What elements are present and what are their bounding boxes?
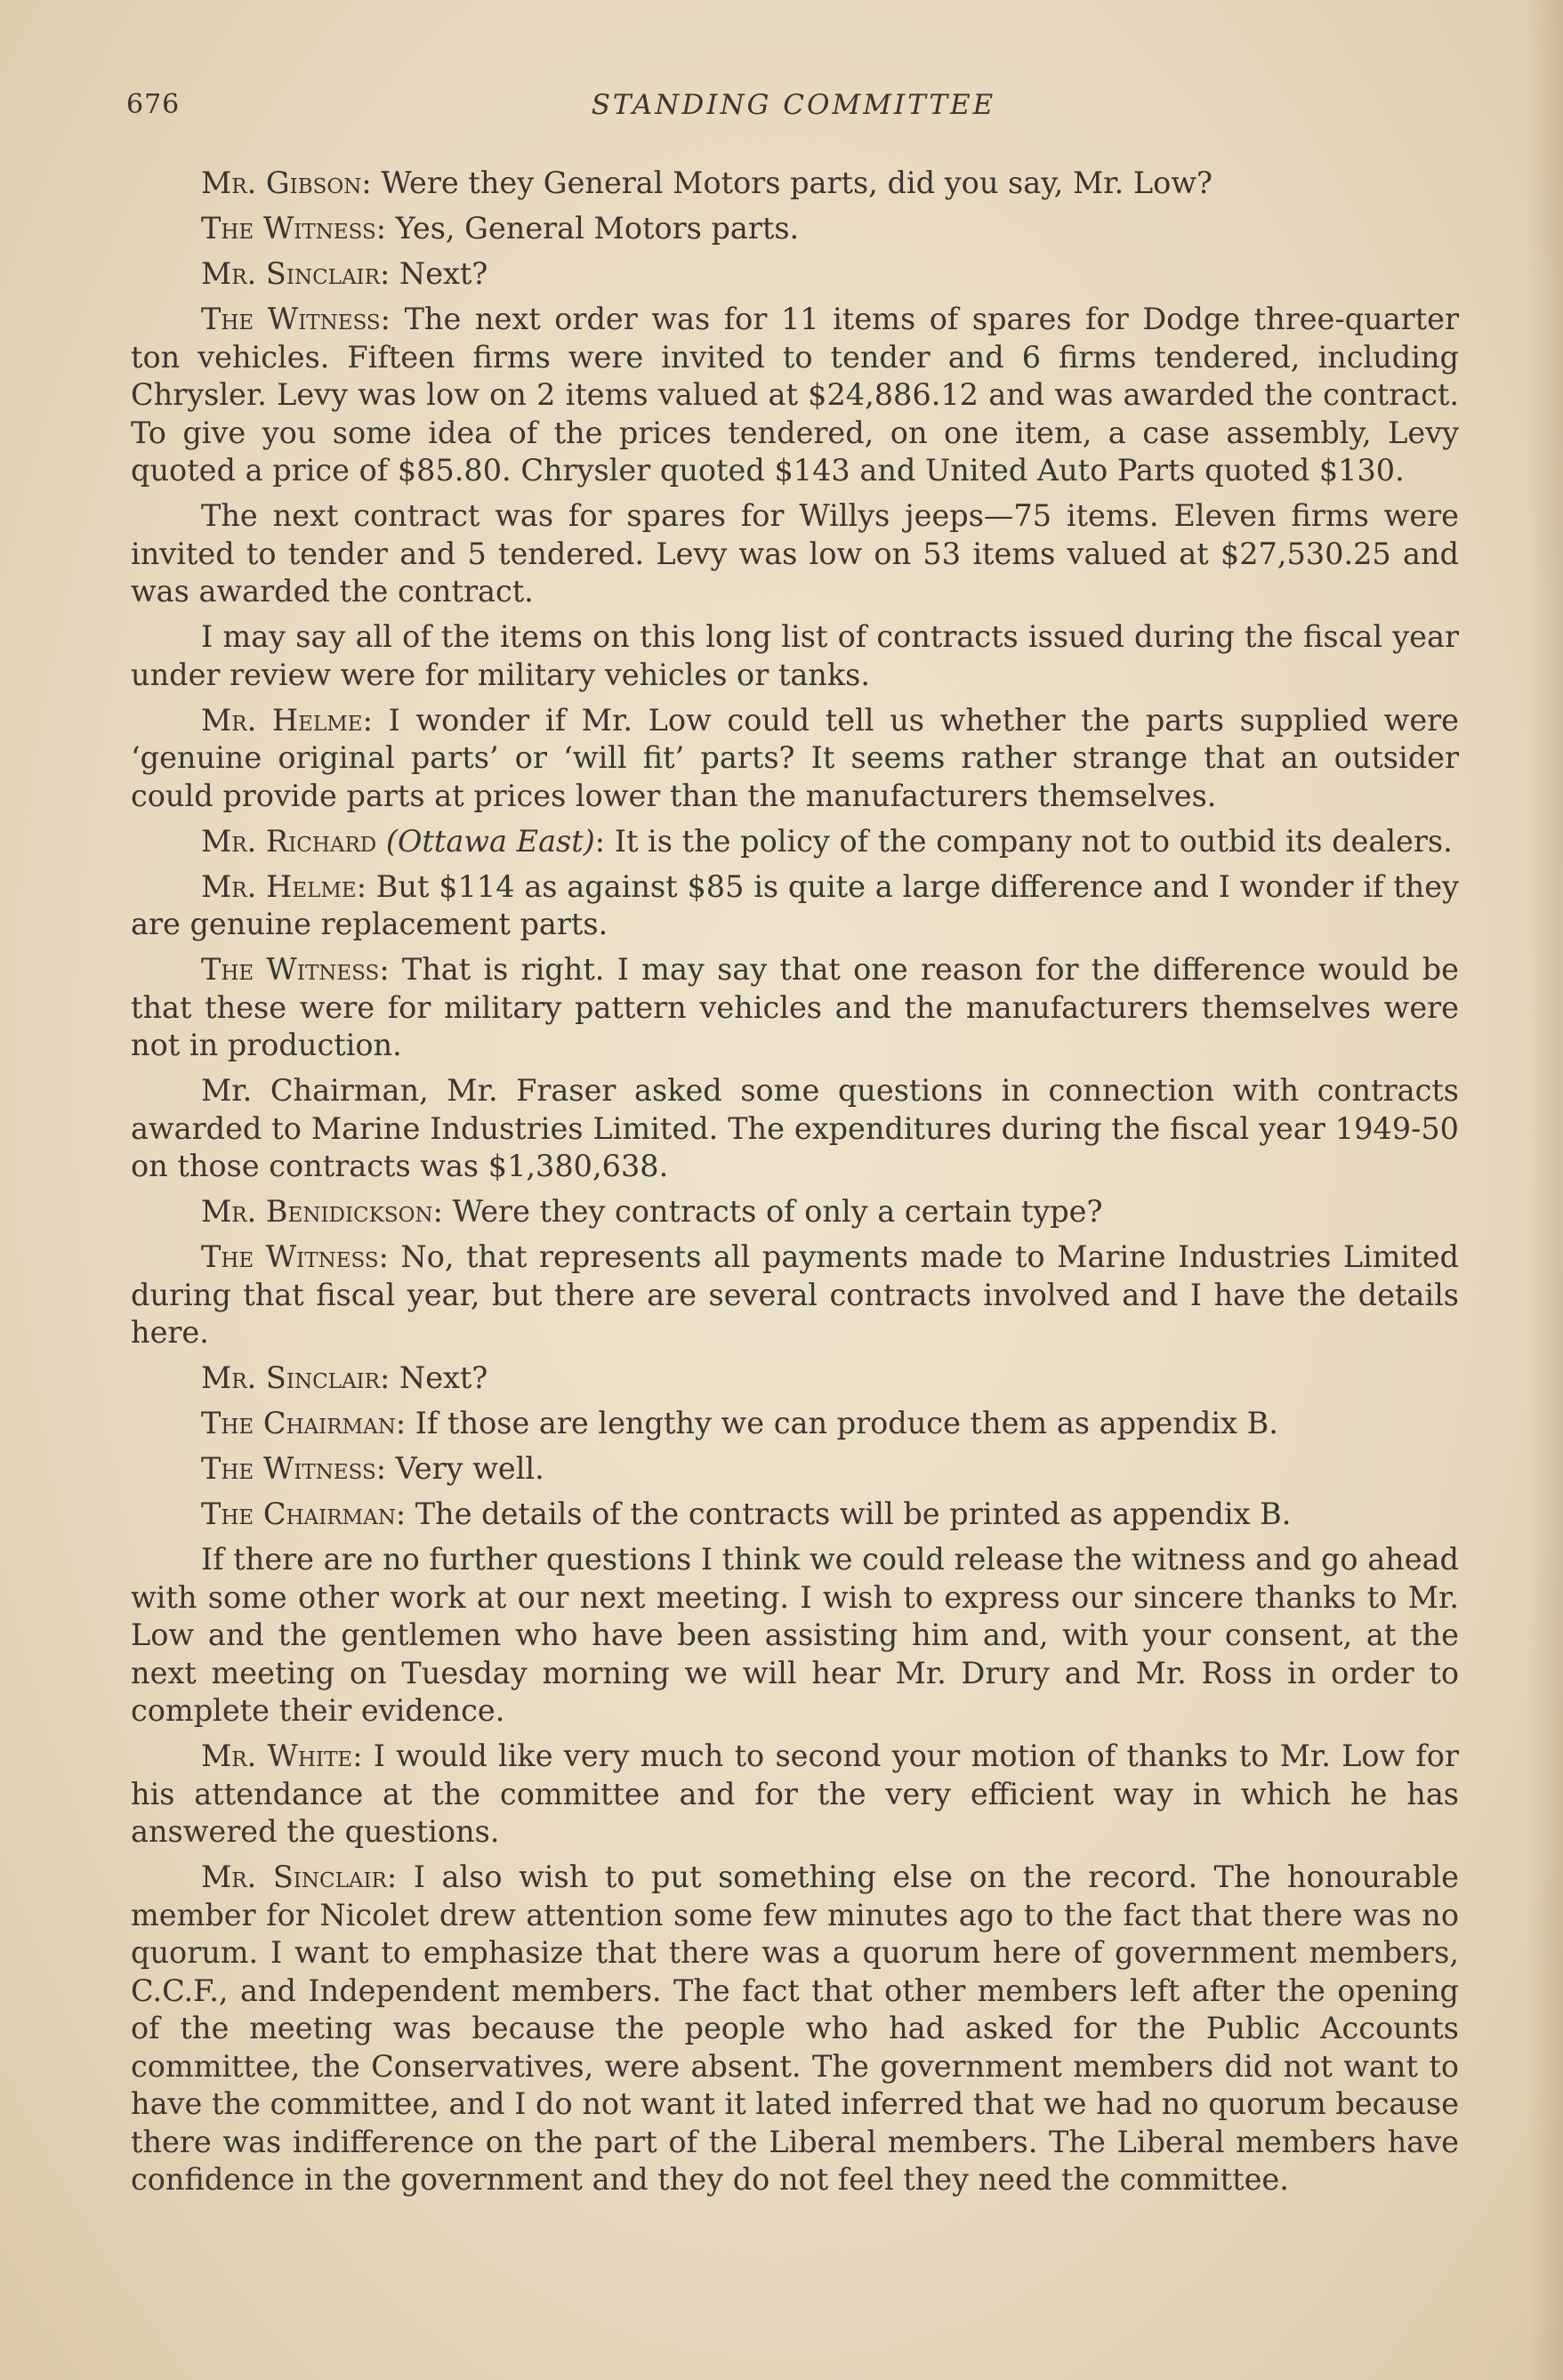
- speaker-name: Mr. Sinclair:: [201, 256, 391, 291]
- page-header: [126, 89, 1461, 128]
- speaker-name: The Witness:: [201, 211, 387, 246]
- paragraph-text: The next order was for 11 items of spares for Dodge three-quarter ton vehicles. Fifteen firms were invited to tender and 6 firms tendered, including Chrysler. Levy was low on 2 items valued at $24,886.12 and was awarded the contract. To give you some idea of the prices tendered, on one item, a case assembly, Levy quoted a price of $85.80. Chrysler quoted $143 and United Auto Parts quoted $130.: [131, 302, 1459, 488]
- speaker-name: The Witness:: [201, 1239, 389, 1274]
- paragraph-text: I would like very much to second your motion of thanks to Mr. Low for his attendance at the committee and for the very efficient way in which he has answered the questions.: [131, 1739, 1459, 1849]
- transcript-paragraph: [131, 823, 1459, 861]
- transcript-paragraph: [131, 1238, 1459, 1352]
- speaker-name: Mr. Richard: [201, 823, 377, 859]
- transcript-paragraph: [131, 1359, 1459, 1398]
- paragraph-text: The next contract was for spares for Willys jeeps—75 items. Eleven firms were invited to tender and 5 tendered. Levy was low on 53 items valued at $27,530.25 and was awarded the contract.: [131, 498, 1459, 609]
- transcript-paragraph: [131, 1405, 1459, 1443]
- transcript-paragraph: [131, 1496, 1459, 1534]
- transcript-paragraph: [131, 301, 1459, 490]
- transcript-paragraph: [131, 1450, 1459, 1489]
- paragraph-text: The details of the contracts will be printed as appendix B.: [406, 1497, 1292, 1531]
- transcript-paragraph: [131, 497, 1459, 611]
- transcript-paragraph: [131, 1859, 1459, 2199]
- speaker-name: Mr. Helme:: [201, 868, 367, 904]
- transcript-paragraph: [131, 868, 1459, 944]
- transcript-body: [131, 165, 1459, 2207]
- paragraph-text: That is right. I may say that one reason for the difference would be that these were for military pattern vehicles and the manufacturers themselves were not in production.: [131, 952, 1459, 1062]
- transcript-paragraph: [131, 618, 1459, 694]
- paragraph-text: Were they General Motors parts, did you say, Mr. Low?: [371, 165, 1213, 200]
- running-head: STANDING COMMITTEE: [591, 89, 996, 121]
- speaker-riding: (Ottawa East): [376, 823, 595, 859]
- paragraph-text: Yes, General Motors parts.: [386, 211, 800, 246]
- transcript-paragraph: [131, 1738, 1459, 1852]
- transcript-paragraph: [131, 1193, 1459, 1231]
- page-edge-shadow: [1527, 0, 1563, 2380]
- paragraph-text: I wonder if Mr. Low could tell us whether the parts supplied were ‘genuine original parts’ or ‘will fit’ parts? It seems rather strange that an outsider could provide parts at prices lower than the manufacturers themselves.: [131, 702, 1459, 813]
- paragraph-text: I may say all of the items on this long list of contracts issued during the fiscal year under review were for military vehicles or tanks.: [131, 619, 1459, 692]
- speaker-name: The Witness:: [201, 1451, 387, 1486]
- paragraph-text: But $114 as against $85 is quite a large difference and I wonder if they are genuine replacement parts.: [131, 868, 1459, 941]
- speaker-name: The Witness:: [201, 952, 390, 987]
- paragraph-text: No, that represents all payments made to Marine Industries Limited during that fiscal year, but there are several contracts involved and I have the details here.: [131, 1239, 1459, 1350]
- paragraph-text: If those are lengthy we can produce them as appendix B.: [406, 1406, 1278, 1440]
- page-number: 676: [126, 89, 181, 120]
- speaker-name: Mr. Gibson:: [201, 165, 372, 200]
- transcript-paragraph: [131, 702, 1459, 816]
- transcript-paragraph: [131, 210, 1459, 248]
- speaker-name: Mr. Sinclair:: [201, 1360, 391, 1395]
- speaker-name: The Witness:: [201, 302, 391, 336]
- paragraph-text: : It is the policy of the company not to outbid its dealers.: [594, 823, 1453, 859]
- transcript-paragraph: [131, 951, 1459, 1065]
- speaker-name: The Chairman:: [201, 1497, 407, 1531]
- speaker-name: Mr. Benidickson:: [201, 1194, 443, 1229]
- paragraph-text: Very well.: [386, 1451, 544, 1486]
- speaker-name: Mr. Sinclair:: [201, 1860, 398, 1894]
- paragraph-text: Were they contracts of only a certain type?: [442, 1194, 1103, 1229]
- paragraph-text: Next?: [390, 1360, 488, 1395]
- speaker-name: Mr. White:: [201, 1739, 363, 1773]
- speaker-name: The Chairman:: [201, 1406, 407, 1440]
- transcript-paragraph: [131, 255, 1459, 294]
- paragraph-text: Mr. Chairman, Mr. Fraser asked some questions in connection with contracts awarded to Marine Industries Limited. The expenditures during the fiscal year 1949-50 on those contracts was $1,380,638.: [131, 1073, 1459, 1183]
- transcript-paragraph: [131, 165, 1459, 203]
- transcript-paragraph: [131, 1541, 1459, 1731]
- paragraph-text: I also wish to put something else on the record. The honourable member for Nicolet drew attention some few minutes ago to the fact that there was no quorum. I want to emphasize that there was a quorum here of government members, C.C.F., and Independent members. The fact that other members left after the opening of the meeting was because the people who had asked for the Public Accounts committee, the Conservatives, were absent. The government members did not want to have the committee, and I do not want it lated inferred that we had no quorum because there was indifference on the part of the Liberal members. The Liberal members have confidence in the government and they do not feel they need the committee.: [131, 1860, 1459, 2197]
- speaker-name: Mr. Helme:: [201, 702, 373, 738]
- paragraph-text: If there are no further questions I think we could release the witness and go ahead with some other work at our next meeting. I wish to express our sincere thanks to Mr. Low and the gentlemen who have been assisting him and, with your consent, at the next meeting on Tuesday morning we will hear Mr. Drury and Mr. Ross in order to complete their evidence.: [131, 1542, 1459, 1728]
- transcript-paragraph: [131, 1072, 1459, 1186]
- paragraph-text: Next?: [390, 256, 488, 291]
